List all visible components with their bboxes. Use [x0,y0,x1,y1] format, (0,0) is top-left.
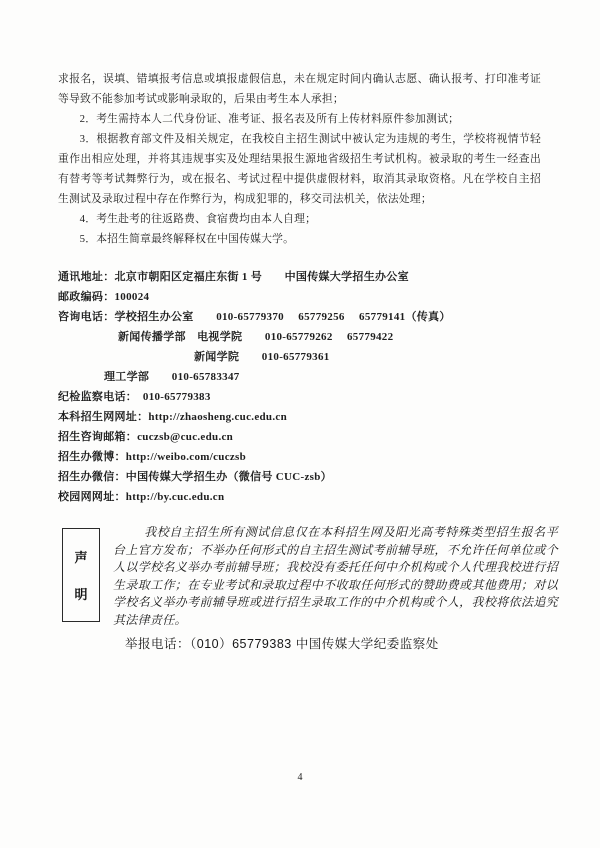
contact-line-phone-admissions: 咨询电话：学校招生办公室 010-65779370 65779256 65779141（传真） [58,311,451,323]
contact-line-phone-journalism-tv: 新闻传播学部 电视学院 010-65779262 65779422 [118,331,394,343]
declaration-section [62,524,558,652]
contact-line-email: 招生咨询邮箱：cuczsb@cuc.edu.cn [58,431,234,443]
contact-line-admissions-website: 本科招生网网址：http://zhaosheng.cuc.edu.cn [58,411,287,423]
contact-line-address: 通讯地址：北京市朝阳区定福庄东街 1 号 中国传媒大学招生办公室 [58,271,409,283]
body-paragraph-item-3: 3．根据教育部文件及相关规定，在我校自主招生测试中被认定为违规的考生，学校将视情节轻重作出相应处理，并将其违规事实及处理结果报生源地省级招生考试机构。被录取的考生一经查出有替考等考试舞弊行为，或在报名、考试过程中提供虚假材料，取消其录取资格。凡在学校自主招生测试及录取过程中存在作弊行为，构成犯罪的，移交司法机关，依法处理； [58,133,541,205]
declaration-report-hotline: 举报电话：（010）65779383 中国传媒大学纪委监察处 [125,637,439,651]
contact-line-phone-news-school: 新闻学院 010-65779361 [194,351,330,363]
contact-line-phone-science-eng: 理工学部 010-65783347 [104,371,240,383]
contact-line-discipline-phone: 纪检监察电话： 010-65779383 [58,391,211,403]
body-paragraphs [58,69,541,249]
body-paragraph-item-4: 4．考生赴考的往返路费、食宿费均由本人自理； [79,213,317,225]
declaration-body [100,524,558,652]
declaration-label-box [62,528,100,622]
declaration-label-char-sheng: 声 [74,550,88,565]
body-paragraph-item-5: 5．本招生简章最终解释权在中国传媒大学。 [79,233,295,245]
declaration-text: 我校自主招生所有测试信息仅在本科招生网及阳光高考特殊类型招生报名平台上官方发布；不举办任何形式的自主招生测试考前辅导班，不允许任何单位或个人以学校名义举办考前辅导班；我校没有委托任何中介机构或个人代理我校进行招生录取工作；在专业考试和录取过程中不收取任何形式的赞助费或其他费用；对以学校名义举办考前辅导班或进行招生录取工作的中介机构或个人，我校将依法追究其法律责任。 [113,525,558,627]
contact-line-postcode: 邮政编码：100024 [58,291,150,303]
page-number: 4 [297,772,303,783]
declaration-label-char-ming: 明 [74,587,88,602]
body-paragraph-continuation: 求报名，误填、错填报考信息或填报虚假信息，未在规定时间内确认志愿、确认报考、打印准考证等导致不能参加考试或影响录取的，后果由考生本人承担； [58,73,541,105]
body-paragraph-item-2: 2．考生需持本人二代身份证、准考证、报名表及所有上传材料原件参加测试； [79,113,460,125]
contact-line-wechat: 招生办微信：中国传媒大学招生办（微信号 CUC-zsb） [58,471,332,483]
contact-line-campus-website: 校园网网址：http://by.cuc.edu.cn [58,491,225,503]
contact-line-weibo: 招生办微博：http://weibo.com/cuczsb [58,451,247,463]
contact-info [58,267,558,507]
